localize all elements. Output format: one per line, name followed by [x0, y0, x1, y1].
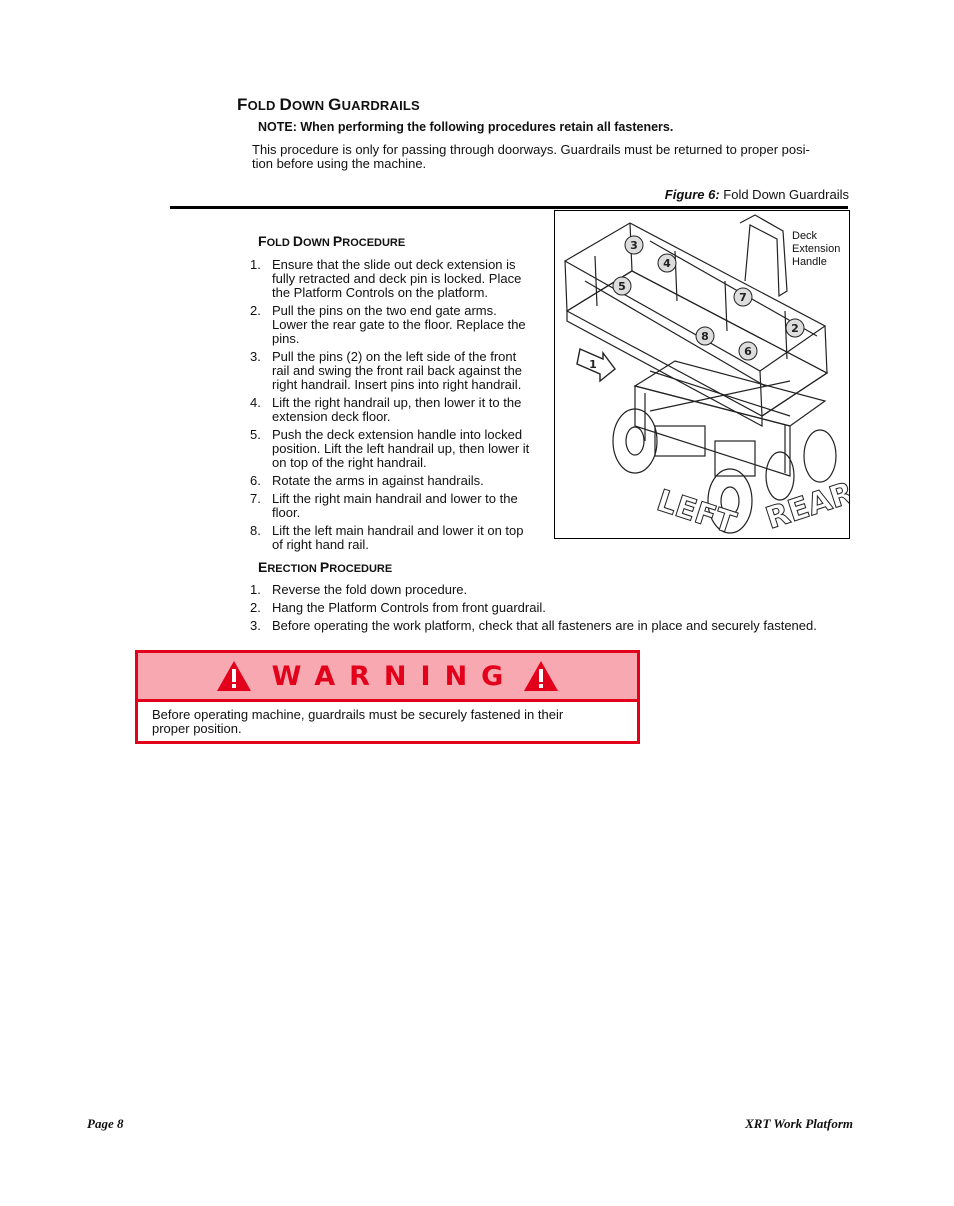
step-number: 1.: [250, 582, 261, 597]
fold-down-step: [250, 474, 550, 488]
fold-down-procedure-title: FOLD DOWN PROCEDURE: [258, 233, 406, 249]
step-number: 2.: [250, 600, 261, 615]
step-text: Lift the right main handrail and lower to the: [272, 491, 518, 506]
step-text: Lift the right handrail up, then lower it to the: [272, 395, 522, 410]
step-text: pins.: [272, 331, 300, 346]
step-text: right handrail. Insert pins into right handrail.: [272, 377, 522, 392]
fold-down-step: [250, 428, 550, 470]
step-text: Reverse the fold down procedure.: [272, 582, 468, 597]
step-text: floor.: [272, 505, 301, 520]
deck-extension-handle-label: Deck Extension Handle: [792, 230, 841, 268]
step-text: Lift the left main handrail and lower it on top: [272, 523, 524, 538]
fold-down-steps: [250, 258, 550, 556]
step-number: 4.: [250, 395, 261, 410]
step-text: Push the deck extension handle into locked: [272, 427, 523, 442]
step-text: rail and swing the front rail back against the: [272, 363, 523, 378]
fold-down-step: [250, 524, 550, 552]
section-title: FOLD DOWN GUARDRAILS: [237, 95, 420, 114]
fold-down-step: [250, 258, 550, 300]
rear-label: REAR: [761, 475, 849, 537]
step-text: Pull the pins on the two end gate arms.: [272, 303, 497, 318]
step-text: the Platform Controls on the platform.: [272, 285, 489, 300]
step-text: on top of the right handrail.: [272, 455, 427, 470]
warning-body: Before operating machine, guardrails must be securely fastened in their proper position.: [152, 707, 564, 736]
step-number: 1.: [250, 257, 261, 272]
step-number: 7.: [250, 491, 261, 506]
callout-5: 5: [618, 280, 626, 293]
figure-fold-down-guardrails: [554, 210, 850, 539]
erection-step: [250, 583, 870, 597]
figure-caption: Figure 6: Fold Down Guardrails: [664, 187, 849, 202]
left-label: LEFT: [652, 483, 740, 538]
step-text: extension deck floor.: [272, 409, 391, 424]
erection-step: [250, 619, 870, 633]
step-text: fully retracted and deck pin is locked. Place: [272, 271, 522, 286]
step-text: Ensure that the slide out deck extension is: [272, 257, 516, 272]
callout-4: 4: [663, 257, 671, 270]
fold-down-step: [250, 492, 550, 520]
warning-header: [138, 653, 637, 702]
step-number: 2.: [250, 303, 261, 318]
fold-down-step: [250, 304, 550, 346]
warning-triangle-icon: [523, 660, 559, 692]
callout-3: 3: [630, 239, 638, 252]
callout-6: 6: [744, 345, 752, 358]
warning-triangle-icon: [216, 660, 252, 692]
step-text: position. Lift the left handrail up, then lower it: [272, 441, 530, 456]
fold-down-step: [250, 350, 550, 392]
callout-7: 7: [739, 291, 747, 304]
callout-2: 2: [791, 322, 799, 335]
step-text: Rotate the arms in against handrails.: [272, 473, 484, 488]
warning-box: [135, 650, 640, 744]
intro-paragraph: This procedure is only for passing through doorways. Guardrails must be returned to proper posi- tion before using the machine.: [252, 142, 810, 171]
step-text: Before operating the work platform, check that all fasteners are in place and securely fastened.: [272, 618, 817, 633]
step-text: Pull the pins (2) on the left side of the front: [272, 349, 517, 364]
callout-8: 8: [701, 330, 709, 343]
step-number: 6.: [250, 473, 261, 488]
step-text: Hang the Platform Controls from front guardrail.: [272, 600, 546, 615]
step-number: 3.: [250, 618, 261, 633]
step-number: 3.: [250, 349, 261, 364]
section-rule: [170, 206, 848, 209]
note-text: NOTE: When performing the following procedures retain all fasteners.: [258, 120, 674, 134]
step-number: 5.: [250, 427, 261, 442]
footer-page-number: Page 8: [87, 1116, 124, 1131]
step-text: of right hand rail.: [272, 537, 369, 552]
fold-down-step: [250, 396, 550, 424]
erection-step: [250, 601, 870, 615]
footer-document-title: XRT Work Platform: [745, 1116, 853, 1131]
step-number: 8.: [250, 523, 261, 538]
callout-1: 1: [589, 358, 597, 371]
erection-procedure-title: ERECTION PROCEDURE: [258, 559, 393, 575]
erection-steps: [250, 583, 870, 637]
step-text: Lower the rear gate to the floor. Replace the: [272, 317, 526, 332]
warning-word: WARNING: [271, 660, 518, 692]
